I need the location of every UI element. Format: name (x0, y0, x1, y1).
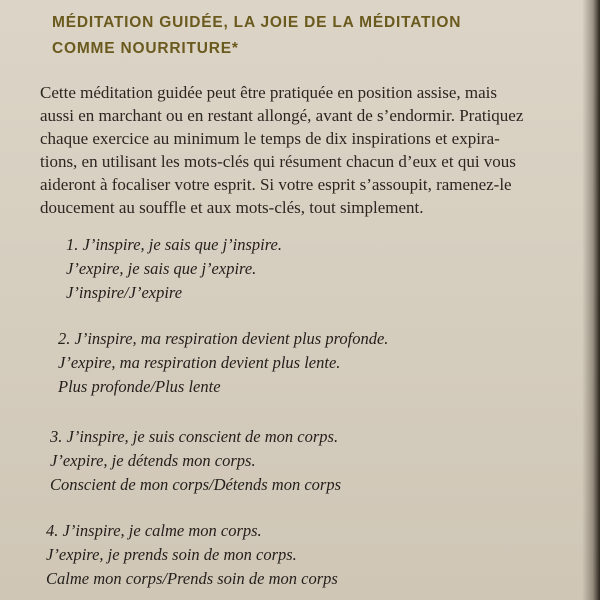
exercise-inhale-line: 2. J’inspire, ma respiration devient plus profonde. (58, 329, 389, 348)
exercise-inhale-line: 3. J’inspire, je suis conscient de mon corps. (50, 427, 339, 446)
section-heading (52, 10, 572, 62)
exercise-exhale-line: J’expire, je sais que j’expire. (66, 259, 257, 278)
exercise-4 (46, 519, 338, 591)
exercise-exhale-line: J’expire, ma respiration devient plus lente. (58, 353, 341, 372)
intro-line: aussi en marchant ou en restant allongé, avant de s’endormir. Pratiquez (40, 106, 524, 125)
page-edge-shadow (582, 0, 600, 600)
exercise-keywords: J’inspire/J’expire (66, 283, 183, 302)
exercise-keywords: Plus profonde/Plus lente (58, 377, 221, 396)
heading-line-2: COMME NOURRITURE* (52, 40, 239, 57)
intro-line: aideront à focaliser votre esprit. Si votre esprit s’assoupit, ramenez-le (40, 175, 512, 194)
exercise-2 (58, 327, 388, 399)
exercise-exhale-line: J’expire, je prends soin de mon corps. (46, 545, 297, 564)
exercise-keywords: Conscient de mon corps/Détends mon corps (50, 475, 342, 494)
exercise-keywords: Calme mon corps/Prends soin de mon corps (46, 569, 338, 588)
intro-paragraph (40, 81, 560, 219)
heading-line-1: MÉDITATION GUIDÉE, LA JOIE DE LA MÉDITATION (52, 14, 462, 31)
intro-line: Cette méditation guidée peut être pratiquée en position assise, mais (40, 83, 497, 102)
exercise-3 (50, 425, 341, 497)
exercise-inhale-line: 4. J’inspire, je calme mon corps. (46, 521, 262, 540)
intro-line: chaque exercice au minimum le temps de dix inspirations et expira- (40, 129, 500, 148)
exercise-exhale-line: J’expire, je détends mon corps. (50, 451, 256, 470)
exercise-inhale-line: 1. J’inspire, je sais que j’inspire. (66, 235, 282, 254)
intro-line: tions, en utilisant les mots-clés qui résument chacun d’eux et qui vous (40, 152, 516, 171)
intro-line: doucement au souffle et aux mots-clés, tout simplement. (40, 198, 424, 217)
exercise-1 (66, 233, 282, 305)
